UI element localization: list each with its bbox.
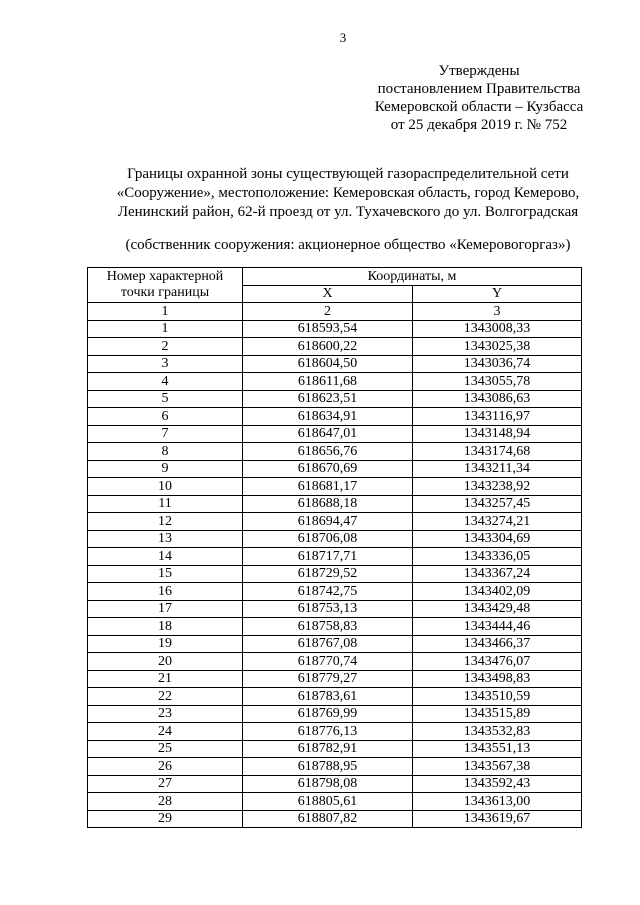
table-row [88,688,582,706]
point-number-cell: 27 [88,775,243,793]
table-row [88,600,582,618]
table-row [88,705,582,723]
point-number-cell: 18 [88,618,243,636]
title-line: Границы охранной зоны существующей газораспределительной сети [127,166,569,182]
point-number-cell: 4 [88,373,243,391]
table-row [88,618,582,636]
y-coordinate-cell: 1343498,83 [413,670,582,688]
x-coordinate-cell: 618798,08 [243,775,413,793]
coordinates-table-body [88,268,582,828]
table-row [88,548,582,566]
y-coordinate-cell: 1343238,92 [413,478,582,496]
x-coordinate-cell: 618779,27 [243,670,413,688]
header-y: Y [413,285,582,303]
x-coordinate-cell: 618753,13 [243,600,413,618]
x-coordinate-cell: 618634,91 [243,408,413,426]
table-row [88,355,582,373]
table-row [88,740,582,758]
y-coordinate-cell: 1343429,48 [413,600,582,618]
column-number: 1 [88,303,243,321]
point-number-cell: 13 [88,530,243,548]
page-number: 3 [339,30,347,45]
column-number-row [88,303,582,321]
y-coordinate-cell: 1343613,00 [413,793,582,811]
point-number-cell: 21 [88,670,243,688]
point-number-cell: 2 [88,338,243,356]
x-coordinate-cell: 618769,99 [243,705,413,723]
x-coordinate-cell: 618623,51 [243,390,413,408]
x-coordinate-cell: 618670,69 [243,460,413,478]
x-coordinate-cell: 618694,47 [243,513,413,531]
y-coordinate-cell: 1343274,21 [413,513,582,531]
x-coordinate-cell: 618742,75 [243,583,413,601]
table-row [88,810,582,828]
y-coordinate-cell: 1343367,24 [413,565,582,583]
table-row [88,390,582,408]
approval-line: Кемеровской области – Кузбасса [374,99,584,115]
x-coordinate-cell: 618706,08 [243,530,413,548]
approval-line: Утверждены [438,63,520,79]
y-coordinate-cell: 1343476,07 [413,653,582,671]
y-coordinate-cell: 1343174,68 [413,443,582,461]
x-coordinate-cell: 618656,76 [243,443,413,461]
table-row [88,338,582,356]
table-row [88,320,582,338]
y-coordinate-cell: 1343025,38 [413,338,582,356]
table-row [88,478,582,496]
y-coordinate-cell: 1343036,74 [413,355,582,373]
y-coordinate-cell: 1343532,83 [413,723,582,741]
y-coordinate-cell: 1343466,37 [413,635,582,653]
table-row [88,565,582,583]
table-row [88,775,582,793]
point-number-cell: 12 [88,513,243,531]
y-coordinate-cell: 1343116,97 [413,408,582,426]
x-coordinate-cell: 618770,74 [243,653,413,671]
point-number-cell: 20 [88,653,243,671]
point-number-cell: 5 [88,390,243,408]
x-coordinate-cell: 618647,01 [243,425,413,443]
y-coordinate-cell: 1343086,63 [413,390,582,408]
table-row [88,495,582,513]
y-coordinate-cell: 1343515,89 [413,705,582,723]
approval-block [360,62,598,134]
point-number-cell: 25 [88,740,243,758]
x-coordinate-cell: 618788,95 [243,758,413,776]
point-number-cell: 23 [88,705,243,723]
column-number: 2 [243,303,413,321]
document-title [60,165,636,222]
x-coordinate-cell: 618681,17 [243,478,413,496]
table-row [88,408,582,426]
point-number-cell: 24 [88,723,243,741]
approval-line: постановлением Правительства [377,81,581,97]
y-coordinate-cell: 1343510,59 [413,688,582,706]
point-number-cell: 19 [88,635,243,653]
point-number-cell: 22 [88,688,243,706]
header-point-line: точки границы [120,285,210,300]
x-coordinate-cell: 618611,68 [243,373,413,391]
y-coordinate-cell: 1343257,45 [413,495,582,513]
x-coordinate-cell: 618593,54 [243,320,413,338]
point-number-cell: 1 [88,320,243,338]
point-number-cell: 14 [88,548,243,566]
x-coordinate-cell: 618783,61 [243,688,413,706]
table-row [88,670,582,688]
point-number-cell: 10 [88,478,243,496]
table-row [88,373,582,391]
point-number-cell: 3 [88,355,243,373]
point-number-cell: 16 [88,583,243,601]
x-coordinate-cell: 618776,13 [243,723,413,741]
x-coordinate-cell: 618717,71 [243,548,413,566]
y-coordinate-cell: 1343211,34 [413,460,582,478]
title-line: «Сооружение», местоположение: Кемеровская область, город Кемерово, [116,185,580,201]
y-coordinate-cell: 1343336,05 [413,548,582,566]
table-row [88,583,582,601]
x-coordinate-cell: 618767,08 [243,635,413,653]
point-number-cell: 7 [88,425,243,443]
x-coordinate-cell: 618688,18 [243,495,413,513]
header-point-line: Номер характерной [106,269,224,284]
y-coordinate-cell: 1343444,46 [413,618,582,636]
point-number-cell: 6 [88,408,243,426]
header-coordinates: Координаты, м [243,268,582,286]
point-number-cell: 26 [88,758,243,776]
y-coordinate-cell: 1343148,94 [413,425,582,443]
x-coordinate-cell: 618729,52 [243,565,413,583]
table-row [88,425,582,443]
y-coordinate-cell: 1343402,09 [413,583,582,601]
table-row [88,723,582,741]
y-coordinate-cell: 1343304,69 [413,530,582,548]
point-number-cell: 8 [88,443,243,461]
title-line: Ленинский район, 62-й проезд от ул. Тухачевского до ул. Волгоградская [117,204,579,220]
point-number-cell: 11 [88,495,243,513]
x-coordinate-cell: 618604,50 [243,355,413,373]
table-row [88,530,582,548]
table-row [88,443,582,461]
table-row [88,635,582,653]
table-row [88,513,582,531]
y-coordinate-cell: 1343619,67 [413,810,582,828]
point-number-cell: 28 [88,793,243,811]
x-coordinate-cell: 618807,82 [243,810,413,828]
point-number-cell: 15 [88,565,243,583]
x-coordinate-cell: 618805,61 [243,793,413,811]
owner-note: (собственник сооружения: акционерное общество «Кемеровогоргаз») [125,237,571,253]
header-x: X [243,285,413,303]
approval-line: от 25 декабря 2019 г. № 752 [390,117,568,133]
point-number-cell: 9 [88,460,243,478]
x-coordinate-cell: 618782,91 [243,740,413,758]
y-coordinate-cell: 1343055,78 [413,373,582,391]
y-coordinate-cell: 1343592,43 [413,775,582,793]
column-number: 3 [413,303,582,321]
x-coordinate-cell: 618758,83 [243,618,413,636]
point-number-cell: 29 [88,810,243,828]
table-row [88,793,582,811]
table-row [88,758,582,776]
header-point-number [88,268,243,303]
coordinates-table [87,267,582,828]
point-number-cell: 17 [88,600,243,618]
table-row [88,460,582,478]
table-row [88,653,582,671]
y-coordinate-cell: 1343008,33 [413,320,582,338]
y-coordinate-cell: 1343567,38 [413,758,582,776]
table-header-row [88,268,582,286]
y-coordinate-cell: 1343551,13 [413,740,582,758]
x-coordinate-cell: 618600,22 [243,338,413,356]
